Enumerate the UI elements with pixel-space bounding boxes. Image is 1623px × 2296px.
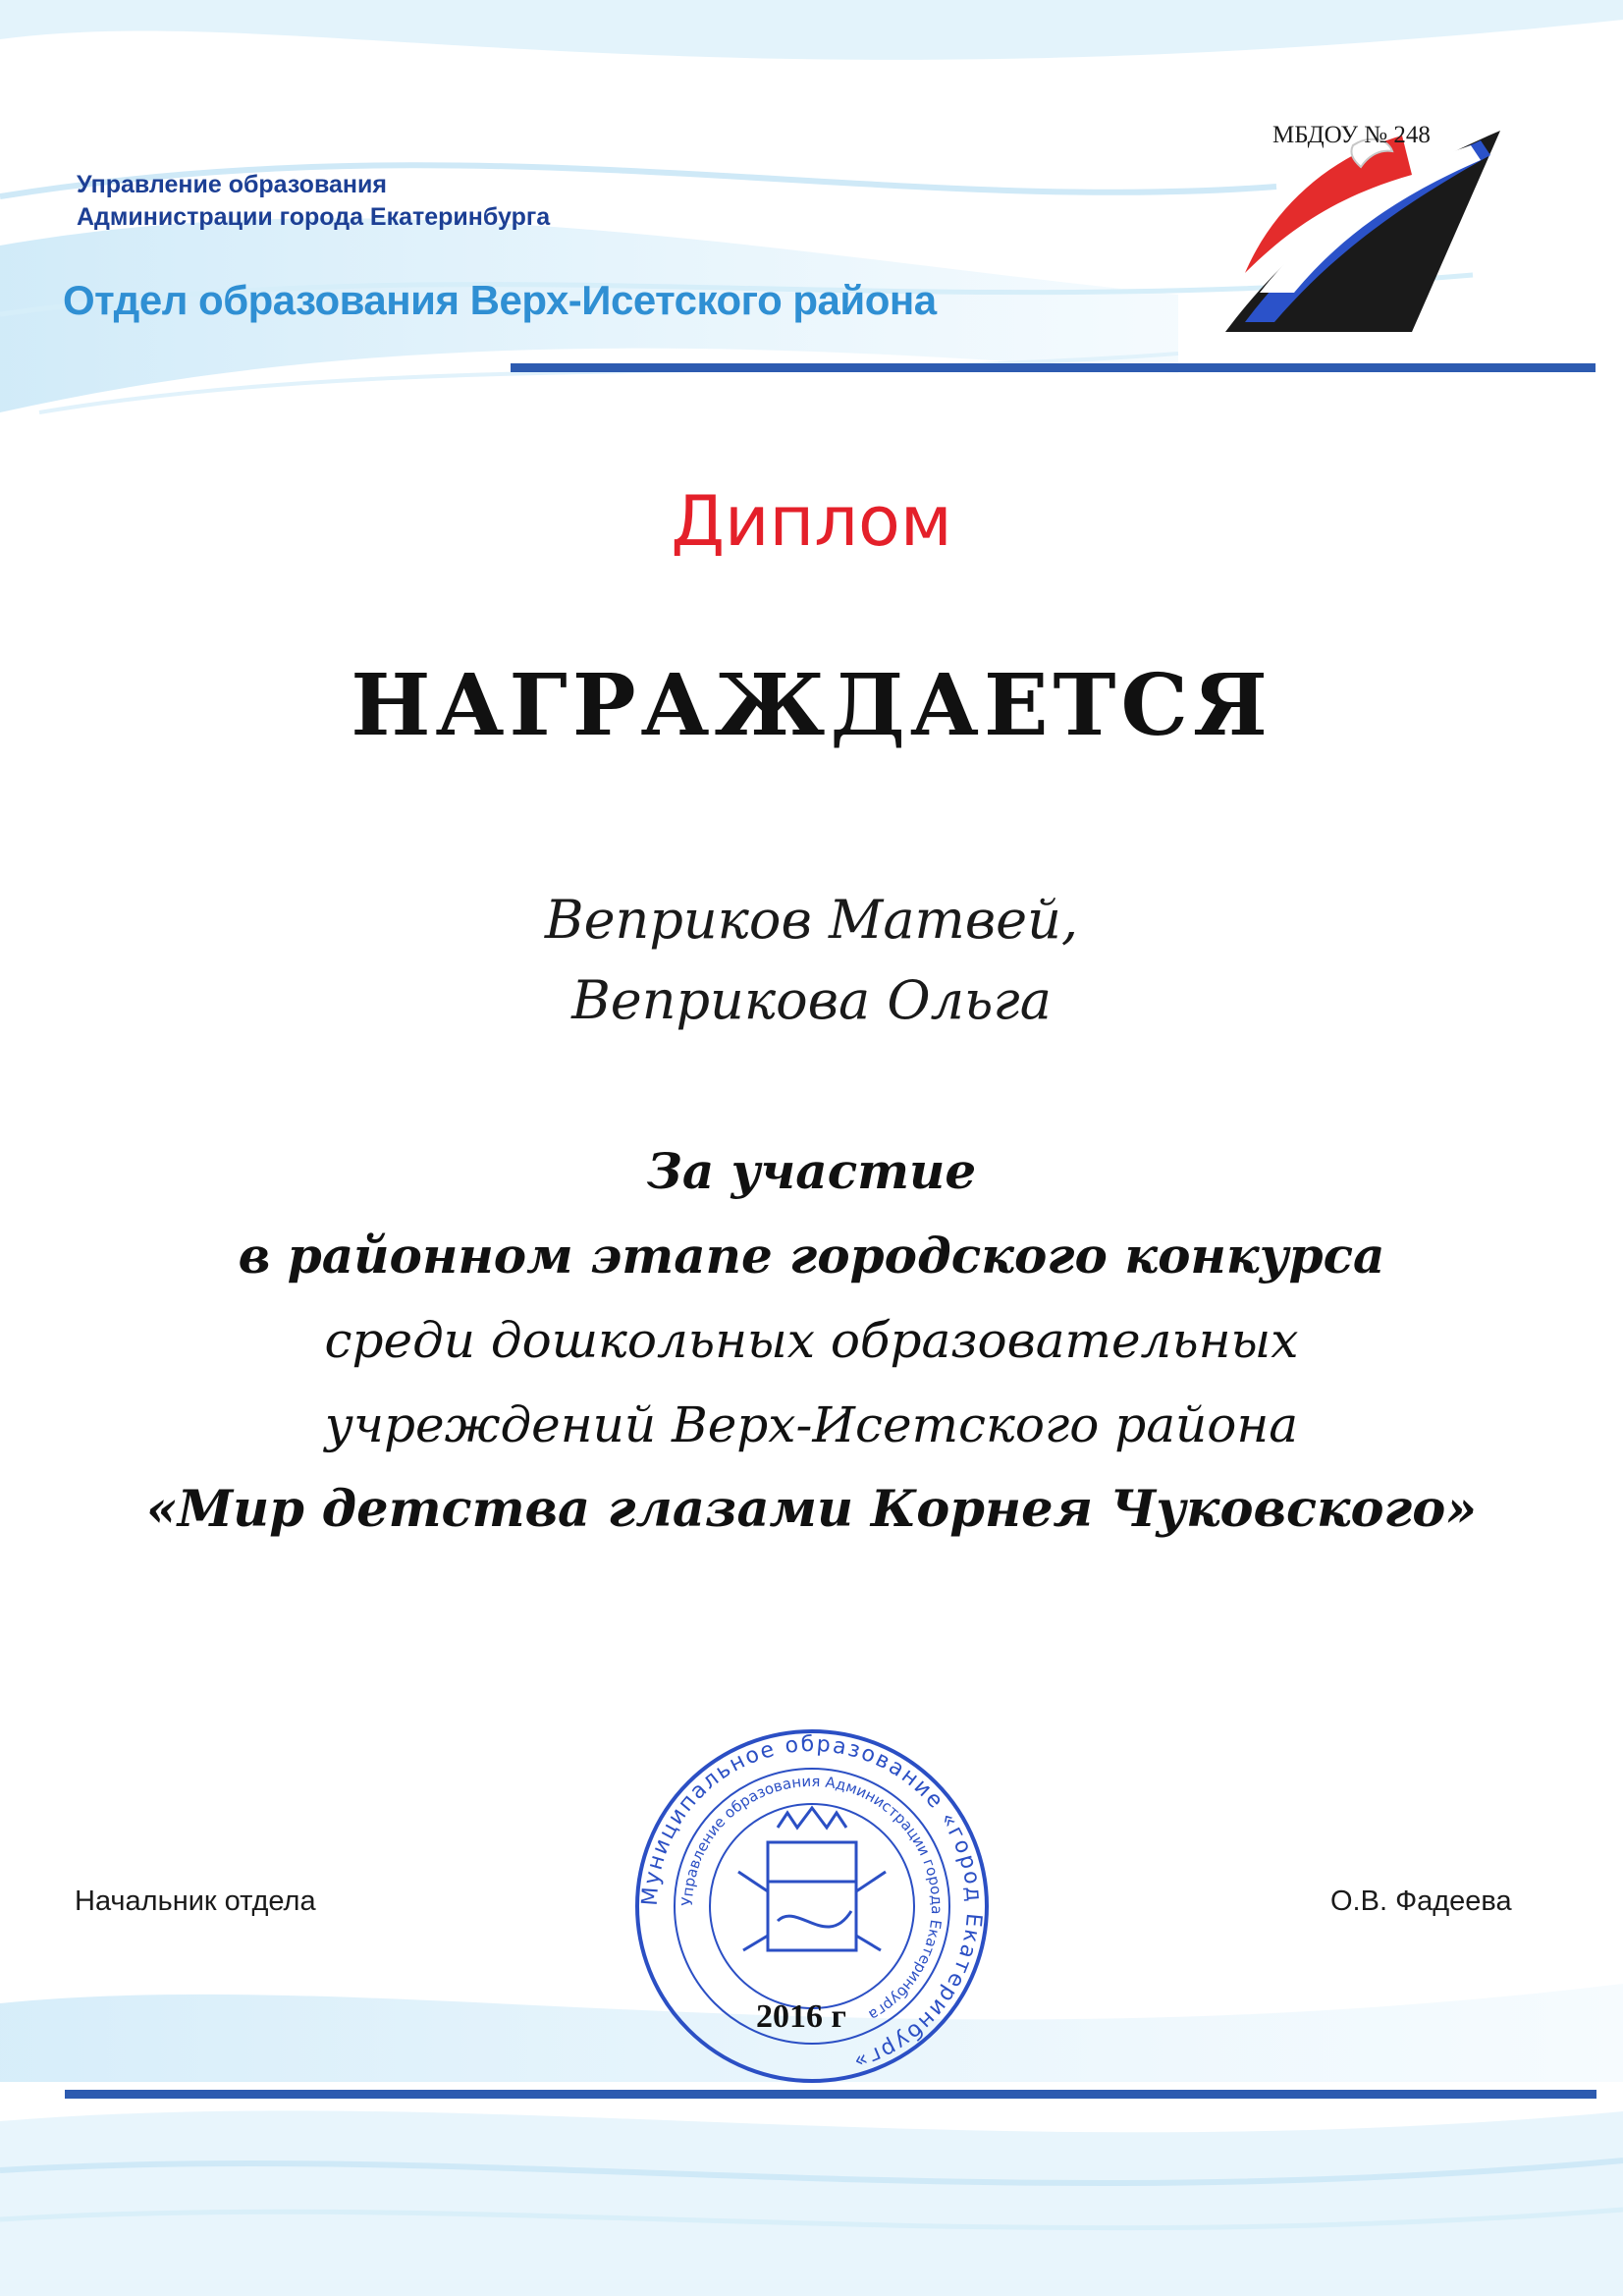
logo-label: МБДОУ № 248 <box>1272 122 1431 148</box>
reason-line-3: среди дошкольных образовательных <box>324 1312 1299 1369</box>
department-title: Отдел образования Верх-Исетского района <box>63 277 937 323</box>
diploma-title: Диплом <box>671 481 952 562</box>
top-divider <box>511 363 1596 372</box>
org-line-2: Администрации города Екатеринбурга <box>77 203 551 231</box>
reason-line-4: учреждений Верх-Исетского района <box>324 1396 1299 1453</box>
recipients <box>0 880 1623 1041</box>
seal-outer-text: Муниципальное образование «город Екатеринбург» <box>637 1731 987 2075</box>
seal-inner-text: Управление образования Администрации города Екатеринбурга <box>677 1772 947 2025</box>
header-organization <box>77 169 550 234</box>
award-reason <box>0 1129 1623 1552</box>
signer-position: Начальник отдела <box>75 1886 316 1917</box>
reason-line-2: в районном этапе городского конкурса <box>238 1227 1385 1285</box>
reason-line-1: За участие <box>646 1142 977 1200</box>
seal-year: 2016 г <box>756 1998 846 2035</box>
recipient-1: Веприков Матвей, <box>544 889 1079 951</box>
org-line-1: Управление образования <box>77 171 387 198</box>
reason-line-5: «Мир детства глазами Корнея Чуковского» <box>145 1480 1478 1539</box>
bottom-divider <box>65 2090 1596 2099</box>
awarded-heading: НАГРАЖДАЕТСЯ <box>351 656 1272 755</box>
signer-name: О.В. Фадеева <box>1330 1886 1512 1917</box>
recipient-2: Веприкова Ольга <box>571 969 1052 1031</box>
